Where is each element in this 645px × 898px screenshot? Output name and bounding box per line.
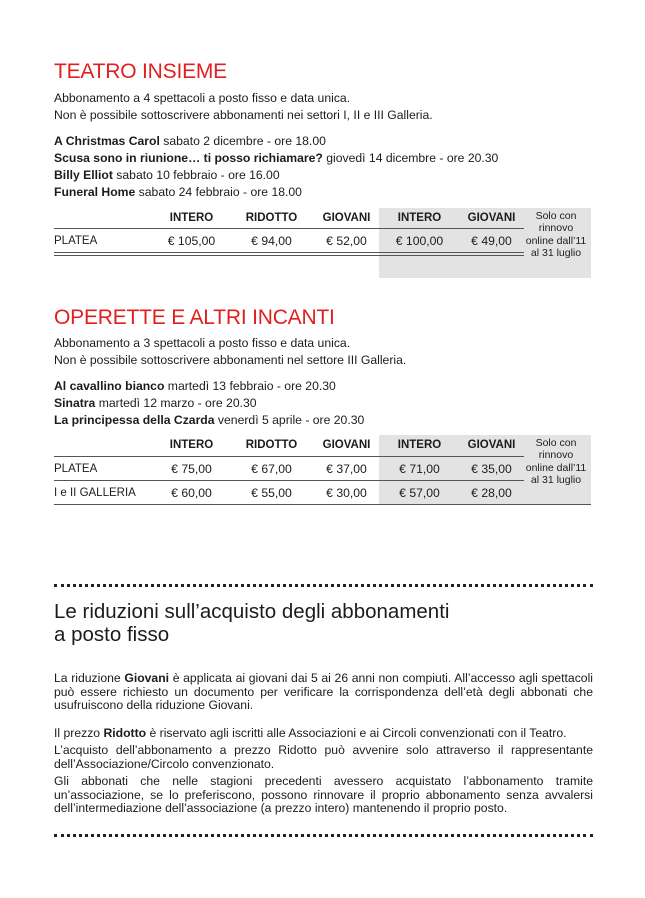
show-name: La principessa della Czarda: [54, 413, 215, 427]
price-cell: € 60,00: [171, 486, 212, 500]
show-name: Scusa sono in riunione… ti posso richiamare?: [54, 151, 323, 165]
column-header: GIOVANI: [467, 439, 516, 451]
column-header: INTERO: [397, 212, 442, 224]
price-cell: € 94,00: [251, 234, 292, 248]
dotted-divider: [54, 834, 593, 837]
show-date: sabato 2 dicembre - ore 18.00: [159, 134, 326, 148]
online-renewal-note: Solo con rinnovo online dall’11 al 31 luglio: [525, 210, 587, 259]
table-divider: [54, 228, 524, 229]
show-name: A Christmas Carol: [54, 134, 160, 148]
teatro-description-2: Non è possibile sottoscrivere abbonamenti nei settori I, II e III Galleria.: [54, 108, 433, 122]
show-date: sabato 10 febbraio - ore 16.00: [112, 168, 280, 182]
show-date: martedì 12 marzo - ore 20.30: [95, 396, 257, 410]
show-item: [54, 396, 257, 411]
table-divider: [54, 252, 524, 253]
show-item: [54, 134, 326, 149]
riduzioni-title-line-1: Le riduzioni sull’acquisto degli abbonamenti: [54, 600, 450, 623]
paragraph-acquisto: L’acquisto dell’abbonamento a prezzo Ridotto può avvenire solo attraverso il rappresentante dell’Associazione/Circolo convenzionato.: [54, 743, 593, 771]
price-cell: € 37,00: [326, 462, 367, 476]
section-title-operette: OPERETTE E ALTRI INCANTI: [54, 306, 335, 329]
price-cell: € 49,00: [471, 234, 512, 248]
teatro-description-1: Abbonamento a 4 spettacoli a posto fisso e data unica.: [54, 91, 351, 105]
price-table-operette: [54, 435, 591, 510]
operette-description-2: Non è possibile sottoscrivere abbonamenti nel settore III Galleria.: [54, 353, 407, 367]
row-label: I e II GALLERIA: [54, 487, 136, 499]
paragraph-giovani: [54, 672, 593, 713]
show-date: venerdì 5 aprile - ore 20.30: [214, 413, 365, 427]
text: è riservato agli iscritti alle Associazioni e ai Circoli convenzionati con il Teatro.: [146, 726, 567, 740]
show-date: martedì 13 febbraio - ore 20.30: [164, 379, 336, 393]
price-cell: € 52,00: [326, 234, 367, 248]
show-item: [54, 413, 364, 428]
price-cell: € 30,00: [326, 486, 367, 500]
price-cell: € 75,00: [171, 462, 212, 476]
show-item: [54, 168, 280, 183]
price-cell: € 67,00: [251, 462, 292, 476]
show-name: Al cavallino bianco: [54, 379, 165, 393]
operette-description-1: Abbonamento a 3 spettacoli a posto fisso e data unica.: [54, 336, 351, 350]
riduzioni-title-line-2: a posto fisso: [54, 623, 170, 646]
price-cell: € 57,00: [399, 486, 440, 500]
show-name: Funeral Home: [54, 185, 136, 199]
show-item: [54, 379, 336, 394]
column-header: INTERO: [169, 439, 214, 451]
online-renewal-note: Solo con rinnovo online dall’11 al 31 luglio: [525, 437, 587, 486]
price-cell: € 35,00: [471, 462, 512, 476]
bold-term: Ridotto: [103, 726, 147, 740]
price-cell: € 55,00: [251, 486, 292, 500]
price-cell: € 71,00: [399, 462, 440, 476]
dotted-divider: [54, 584, 593, 587]
column-header: GIOVANI: [322, 212, 371, 224]
show-name: Sinatra: [54, 396, 96, 410]
row-label: PLATEA: [54, 235, 98, 247]
row-label: PLATEA: [54, 463, 98, 475]
show-item: [54, 185, 302, 200]
column-header: GIOVANI: [467, 212, 516, 224]
text: La riduzione: [54, 671, 125, 685]
show-name: Billy Elliot: [54, 168, 113, 182]
column-header: RIDOTTO: [245, 439, 298, 451]
text: Il prezzo: [54, 726, 104, 740]
column-header: GIOVANI: [322, 439, 371, 451]
show-date: giovedì 14 dicembre - ore 20.30: [322, 151, 499, 165]
table-divider: [54, 504, 591, 505]
price-table-teatro: [54, 208, 591, 278]
column-header: INTERO: [169, 212, 214, 224]
table-divider: [54, 456, 524, 457]
riduzioni-title: [54, 600, 449, 646]
paragraph-ridotto: [54, 727, 593, 741]
price-cell: € 28,00: [471, 486, 512, 500]
column-header: INTERO: [397, 439, 442, 451]
show-date: sabato 24 febbraio - ore 18.00: [135, 185, 302, 199]
show-item: [54, 151, 498, 166]
section-title-teatro-insieme: TEATRO INSIEME: [54, 60, 227, 83]
text: è applicata ai giovani dai 5 ai 26 anni non compiuti. All’accesso agli spettacoli può essere richiesto un documento per verificare la corrispondenza dell’età degli abbonati che usufruiscono della riduzione Giovani.: [54, 671, 593, 713]
table-divider: [54, 480, 524, 481]
column-header: RIDOTTO: [245, 212, 298, 224]
price-cell: € 100,00: [395, 234, 444, 248]
table-divider: [54, 255, 524, 256]
paragraph-abbonati: Gli abbonati che nelle stagioni precedenti avessero acquistato l’abbonamento tramite un’associazione, se lo preferiscono, possono rinnovare il proprio abbonamento senza avvalersi dell’intermediazione dell’associazione (a prezzo intero) mantenendo il proprio posto.: [54, 774, 593, 816]
price-cell: € 105,00: [167, 234, 216, 248]
bold-term: Giovani: [124, 671, 170, 685]
